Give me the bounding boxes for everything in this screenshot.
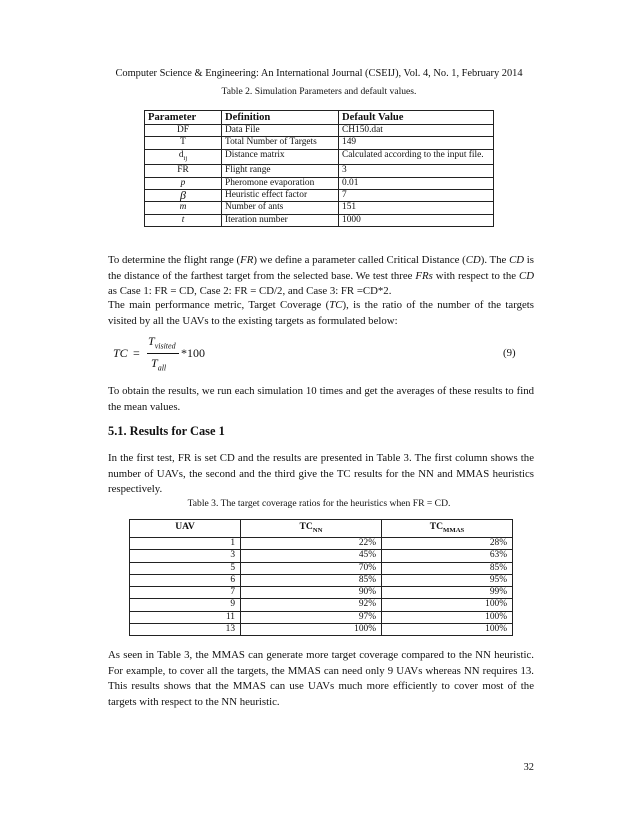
- uav-cell: 1: [130, 537, 241, 549]
- table-row: [145, 202, 494, 214]
- denominator-symbol: T: [151, 356, 158, 370]
- target-coverage-formula: [113, 334, 533, 378]
- table2-caption: Table 2. Simulation Parameters and default values.: [221, 86, 417, 97]
- column-header-parameter: Parameter: [145, 111, 222, 125]
- nn-cell: 45%: [241, 550, 382, 562]
- definition-cell: Heuristic effect factor: [222, 189, 339, 201]
- journal-header: Computer Science & Engineering: An International Journal (CSEIJ), Vol. 4, No. 1, February 2014: [115, 68, 523, 79]
- numerator-subscript: visited: [154, 341, 176, 351]
- value-cell: 3: [339, 165, 494, 177]
- value-cell: 0.01: [339, 177, 494, 189]
- text-span: CD: [509, 254, 525, 266]
- table-row: [130, 587, 513, 599]
- mmas-cell: 100%: [382, 599, 513, 611]
- table-row: [130, 537, 513, 549]
- performance-metric-paragraph: [108, 298, 534, 329]
- mmas-cell: 99%: [382, 587, 513, 599]
- formula-denominator: [151, 356, 166, 372]
- definition-cell: Pheromone evaporation: [222, 177, 339, 189]
- uav-cell: 5: [130, 562, 241, 574]
- equation-number: (9): [503, 347, 516, 359]
- table-row: [130, 550, 513, 562]
- uav-cell: 3: [130, 550, 241, 562]
- text-span: ), is the ratio of the number of the targets visited by all the UAVs to the existing targets as formulated below:: [108, 299, 534, 327]
- value-cell: 149: [339, 137, 494, 149]
- definition-cell: Data File: [222, 125, 339, 137]
- mmas-cell: 100%: [382, 623, 513, 635]
- header-text: TC: [299, 521, 313, 532]
- header-subscript: MMAS: [443, 526, 465, 534]
- simulation-parameters-table: [144, 110, 494, 227]
- section-heading: 5.1. Results for Case 1: [108, 424, 225, 438]
- case1-paragraph: In the first test, FR is set CD and the results are presented in Table 3. The first column shows the number of UAVs, the second and the third give the TC results for the NN and MMAS heuristics respectively.: [108, 452, 534, 496]
- fraction-bar: [147, 353, 179, 354]
- table-row: [130, 599, 513, 611]
- flight-range-paragraph: [108, 253, 534, 300]
- formula-multiplier: *100: [181, 346, 205, 360]
- value-cell: 7: [339, 189, 494, 201]
- nn-cell: 100%: [241, 623, 382, 635]
- header-subscript: NN: [312, 526, 323, 534]
- table-row: [145, 177, 494, 189]
- nn-cell: 97%: [241, 611, 382, 623]
- param-cell: T: [145, 137, 222, 149]
- header-text: TC: [429, 521, 444, 532]
- mmas-cell: 28%: [382, 537, 513, 549]
- text-span: is the distance of the farthest target from the selected base. We test three: [108, 254, 534, 282]
- table-row: [145, 189, 494, 201]
- table3-caption: Table 3. The target coverage ratios for the heuristics when FR = CD.: [187, 498, 451, 509]
- table-row: [145, 214, 494, 226]
- table-header-row: [130, 520, 513, 538]
- uav-cell: 7: [130, 587, 241, 599]
- value-cell: CH150.dat: [339, 125, 494, 137]
- conclusion-paragraph: As seen in Table 3, the MMAS can generate more target coverage compared to the NN heuristic. For example, to cover all the targets, the MMAS can need only 9 UAVs whereas NN requires 13. This results shows that the MMAS can use UAVs much more efficiently to cover most of the targets with respect to the NN heuristic.: [108, 649, 534, 708]
- mmas-cell: 85%: [382, 562, 513, 574]
- param-subscript: ij: [183, 154, 188, 162]
- column-header-tc-mmas: [382, 520, 513, 538]
- averaging-paragraph: To obtain the results, we run each simulation 10 times and get the averages of these results to find the mean values.: [108, 385, 534, 413]
- param-cell: DF: [145, 125, 222, 137]
- value-cell: 151: [339, 202, 494, 214]
- mmas-cell: 100%: [382, 611, 513, 623]
- table-row: [145, 149, 494, 164]
- value-cell: Calculated according to the input file.: [339, 149, 494, 164]
- param-cell: FR: [145, 165, 222, 177]
- param-cell: β: [145, 189, 222, 201]
- param-symbol: d: [178, 149, 184, 160]
- param-cell: m: [145, 202, 222, 214]
- text-span: as Case 1: FR = CD, Case 2: FR = CD/2, and Case 3: FR =CD*2.: [108, 285, 392, 298]
- uav-cell: 9: [130, 599, 241, 611]
- denominator-subscript: all: [157, 363, 167, 373]
- nn-cell: 70%: [241, 562, 382, 574]
- text-span: ). The: [480, 254, 510, 266]
- uav-cell: 11: [130, 611, 241, 623]
- value-cell: 1000: [339, 214, 494, 226]
- column-header-tc-nn: [241, 520, 382, 538]
- text-span: FR: [240, 254, 254, 266]
- text-span: with respect to the: [432, 269, 520, 282]
- param-cell: t: [145, 214, 222, 226]
- formula-lhs: TC: [113, 346, 128, 360]
- column-header-uav: UAV: [130, 520, 241, 538]
- param-cell: p: [145, 177, 222, 189]
- target-coverage-table: [129, 519, 513, 636]
- uav-cell: 13: [130, 623, 241, 635]
- table-row: [130, 574, 513, 586]
- definition-cell: Distance matrix: [222, 149, 339, 164]
- formula-numerator: [148, 334, 176, 350]
- definition-cell: Flight range: [222, 165, 339, 177]
- text-span: CD: [465, 254, 481, 266]
- text-span: To determine the flight range (: [108, 254, 241, 266]
- formula-equals: =: [133, 346, 140, 360]
- numerator-symbol: T: [148, 334, 155, 348]
- definition-cell: Total Number of Targets: [222, 137, 339, 149]
- param-cell: [145, 149, 222, 164]
- column-header-definition: Definition: [222, 111, 339, 125]
- text-span: CD: [519, 269, 535, 282]
- nn-cell: 22%: [241, 537, 382, 549]
- nn-cell: 92%: [241, 599, 382, 611]
- definition-cell: Number of ants: [222, 202, 339, 214]
- mmas-cell: 63%: [382, 550, 513, 562]
- uav-cell: 6: [130, 574, 241, 586]
- nn-cell: 90%: [241, 587, 382, 599]
- text-span: The main performance metric, Target Coverage (: [108, 299, 330, 311]
- definition-cell: Iteration number: [222, 214, 339, 226]
- table-row: [130, 623, 513, 635]
- table-row: [145, 137, 494, 149]
- page-number: 32: [523, 762, 534, 773]
- mmas-cell: 95%: [382, 574, 513, 586]
- text-span: ) we define a parameter called Critical Distance (: [253, 254, 466, 266]
- text-span: FRs: [415, 269, 433, 282]
- table-row: [145, 165, 494, 177]
- table-row: [145, 125, 494, 137]
- column-header-default-value: Default Value: [339, 111, 494, 125]
- table-row: [130, 562, 513, 574]
- nn-cell: 85%: [241, 574, 382, 586]
- table-header-row: [145, 111, 494, 125]
- table-row: [130, 611, 513, 623]
- text-span: TC: [329, 299, 343, 311]
